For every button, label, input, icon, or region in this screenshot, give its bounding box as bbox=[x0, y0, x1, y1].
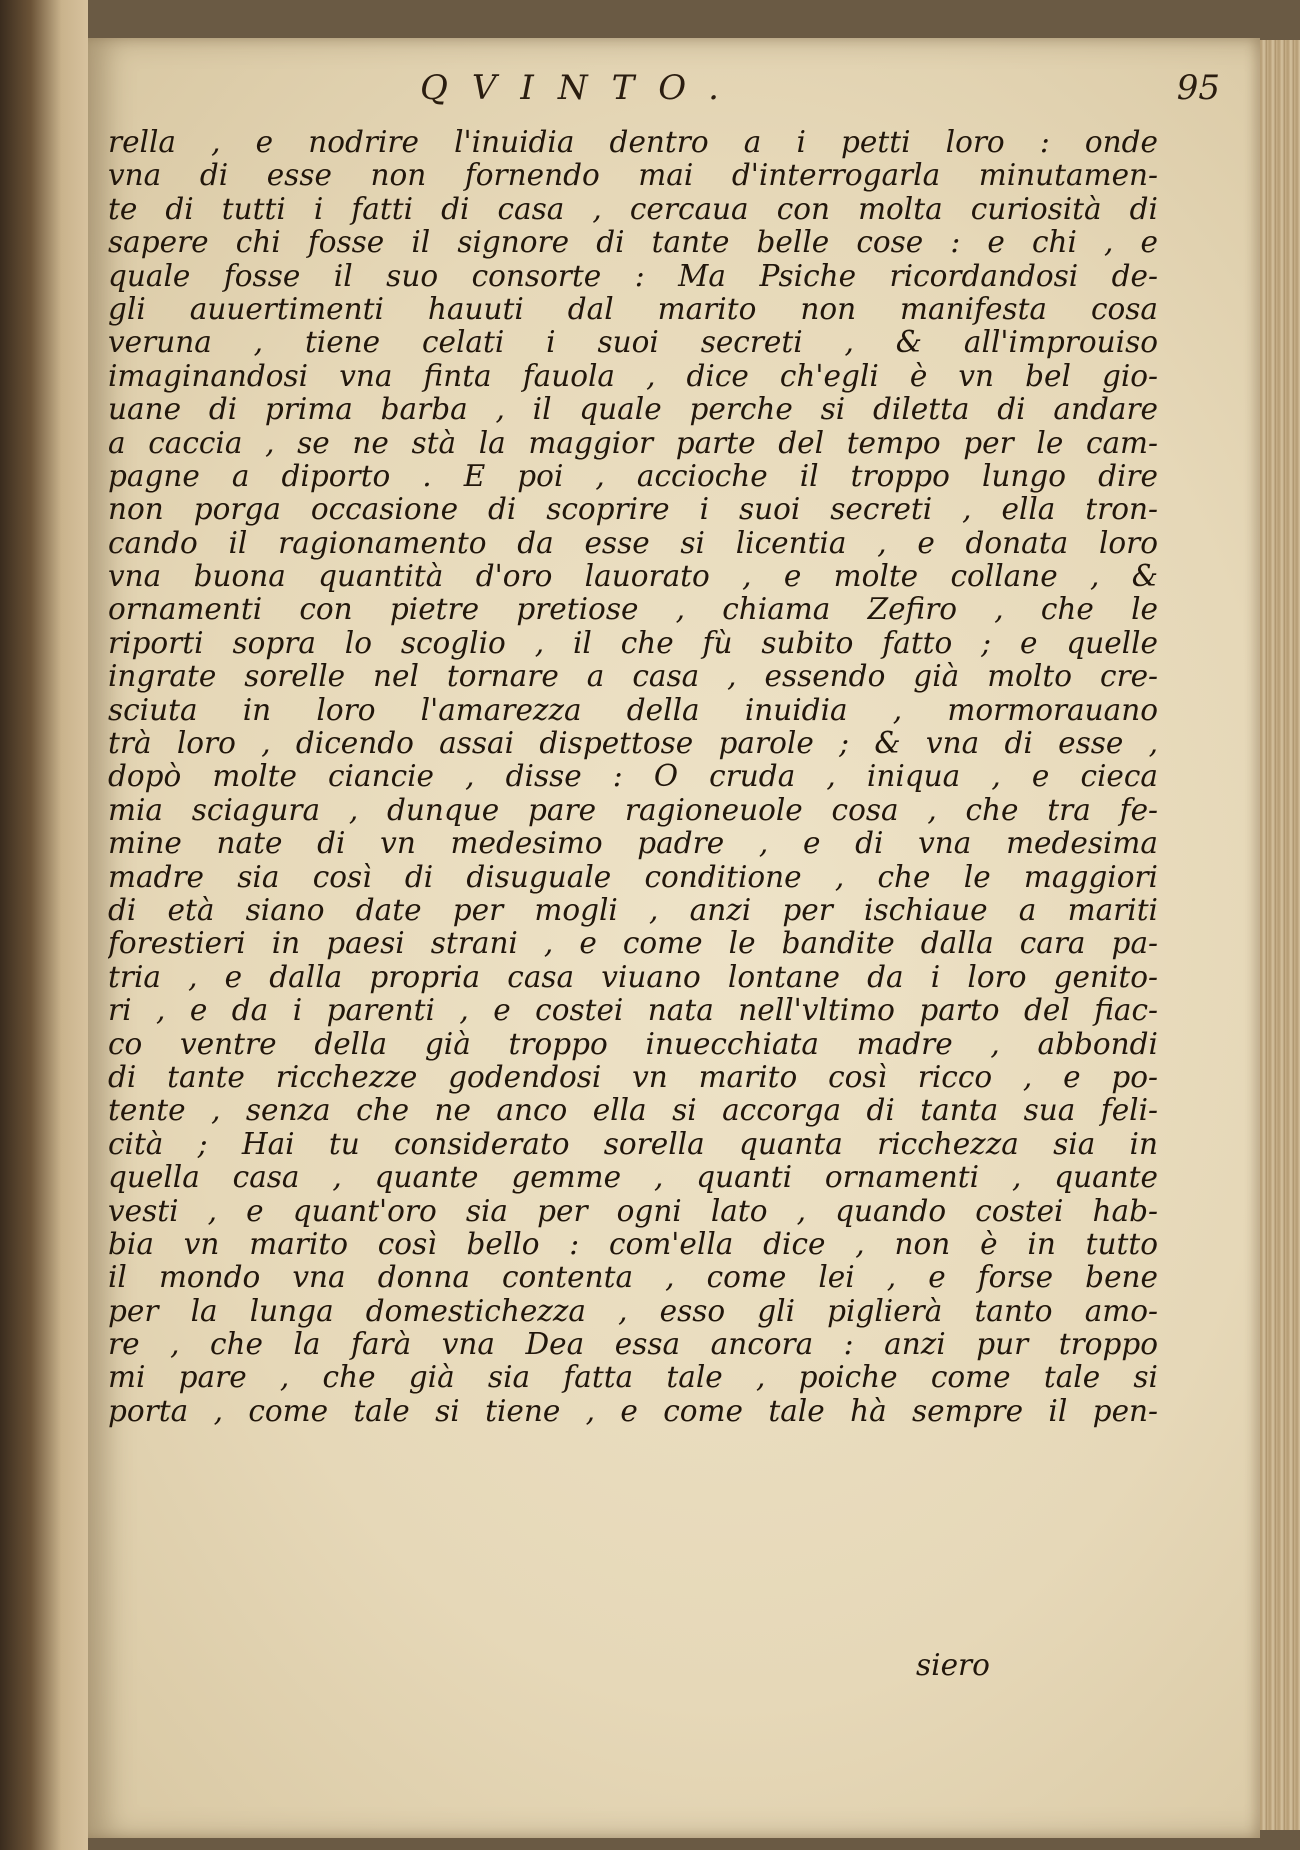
text-line: mia sciagura , dunque pare ragioneuole cosa , che tra fe- bbox=[108, 793, 1158, 827]
text-line: porta , come tale si tiene , e come tale hà sempre il pen- bbox=[108, 1394, 1158, 1428]
page-number: 95 bbox=[1176, 68, 1220, 108]
text-line: cità ; Hai tu considerato sorella quanta ricchezza sia in bbox=[108, 1127, 1158, 1161]
text-line: non porga occasione di scoprire i suoi secreti , ella tron- bbox=[108, 493, 1158, 527]
text-line: tente , senza che ne anco ella si accorga di tanta sua feli- bbox=[108, 1094, 1158, 1128]
text-line: di tante ricchezze godendosi vn marito così ricco , e po- bbox=[108, 1060, 1158, 1094]
text-line: veruna , tiene celati i suoi secreti , & all'improuiso bbox=[108, 326, 1158, 360]
text-line: te di tutti i fatti di casa , cercaua con molta curiosità di bbox=[108, 192, 1158, 226]
text-line: gli auuertimenti hauuti dal marito non manifesta cosa bbox=[108, 292, 1158, 326]
text-line: mi pare , che già sia fatta tale , poiche come tale si bbox=[108, 1361, 1158, 1395]
text-line: ornamenti con pietre pretiose , chiama Zefiro , che le bbox=[108, 593, 1158, 627]
body-text bbox=[108, 126, 1158, 1428]
text-line: tria , e dalla propria casa viuano lontane da i loro genito- bbox=[108, 960, 1158, 994]
text-line: madre sia così di disuguale conditione , che le maggiori bbox=[108, 860, 1158, 894]
text-line: riporti sopra lo scoglio , il che fù subito fatto ; e quelle bbox=[108, 626, 1158, 660]
text-line: imaginandosi vna finta fauola , dice ch'egli è vn bel gio- bbox=[108, 359, 1158, 393]
text-line: vna di esse non fornendo mai d'interrogarla minutamen- bbox=[108, 159, 1158, 193]
text-line: bia vn marito così bello : com'ella dice , non è in tutto bbox=[108, 1227, 1158, 1261]
text-line: forestieri in paesi strani , e come le bandite dalla cara pa- bbox=[108, 927, 1158, 961]
catchword: siero bbox=[916, 1648, 990, 1682]
text-line: sciuta in loro l'amarezza della inuidia , mormorauano bbox=[108, 693, 1158, 727]
text-line: co ventre della già troppo inuecchiata madre , abbondi bbox=[108, 1027, 1158, 1061]
text-line: vna buona quantità d'oro lauorato , e molte collane , & bbox=[108, 560, 1158, 594]
text-line: ingrate sorelle nel tornare a casa , essendo già molto cre- bbox=[108, 660, 1158, 694]
text-line: ri , e da i parenti , e costei nata nell'vltimo parto del fiac- bbox=[108, 994, 1158, 1028]
text-line: trà loro , dicendo assai dispettose parole ; & vna di esse , bbox=[108, 727, 1158, 761]
text-line: a caccia , se ne stà la maggior parte del tempo per le cam- bbox=[108, 426, 1158, 460]
text-line: rella , e nodrire l'inuidia dentro a i petti loro : onde bbox=[108, 126, 1158, 159]
book-page bbox=[88, 38, 1260, 1838]
text-line: sapere chi fosse il signore di tante belle cose : e chi , e bbox=[108, 226, 1158, 260]
text-line: cando il ragionamento da esse si licentia , e donata loro bbox=[108, 526, 1158, 560]
text-line: vesti , e quant'oro sia per ogni lato , quando costei hab- bbox=[108, 1194, 1158, 1228]
text-line: uane di prima barba , il quale perche si diletta di andare bbox=[108, 393, 1158, 427]
book-binding-edge bbox=[0, 0, 88, 1850]
text-line: quella casa , quante gemme , quanti ornamenti , quante bbox=[108, 1161, 1158, 1195]
text-line: di età siano date per mogli , anzi per ischiaue a mariti bbox=[108, 893, 1158, 927]
text-line: dopò molte ciancie , disse : O cruda , iniqua , e cieca bbox=[108, 760, 1158, 794]
running-head: QVINTO. bbox=[420, 68, 743, 108]
text-line: il mondo vna donna contenta , come lei , e forse bene bbox=[108, 1261, 1158, 1295]
text-line: quale fosse il suo consorte : Ma Psiche ricordandosi de- bbox=[108, 259, 1158, 293]
text-line: mine nate di vn medesimo padre , e di vna medesima bbox=[108, 827, 1158, 861]
text-line: pagne a diporto . E poi , accioche il troppo lungo dire bbox=[108, 459, 1158, 493]
text-line: per la lunga domestichezza , esso gli piglierà tanto amo- bbox=[108, 1294, 1158, 1328]
page-header bbox=[420, 68, 1220, 118]
text-line: re , che la farà vna Dea essa ancora : anzi pur troppo bbox=[108, 1328, 1158, 1362]
